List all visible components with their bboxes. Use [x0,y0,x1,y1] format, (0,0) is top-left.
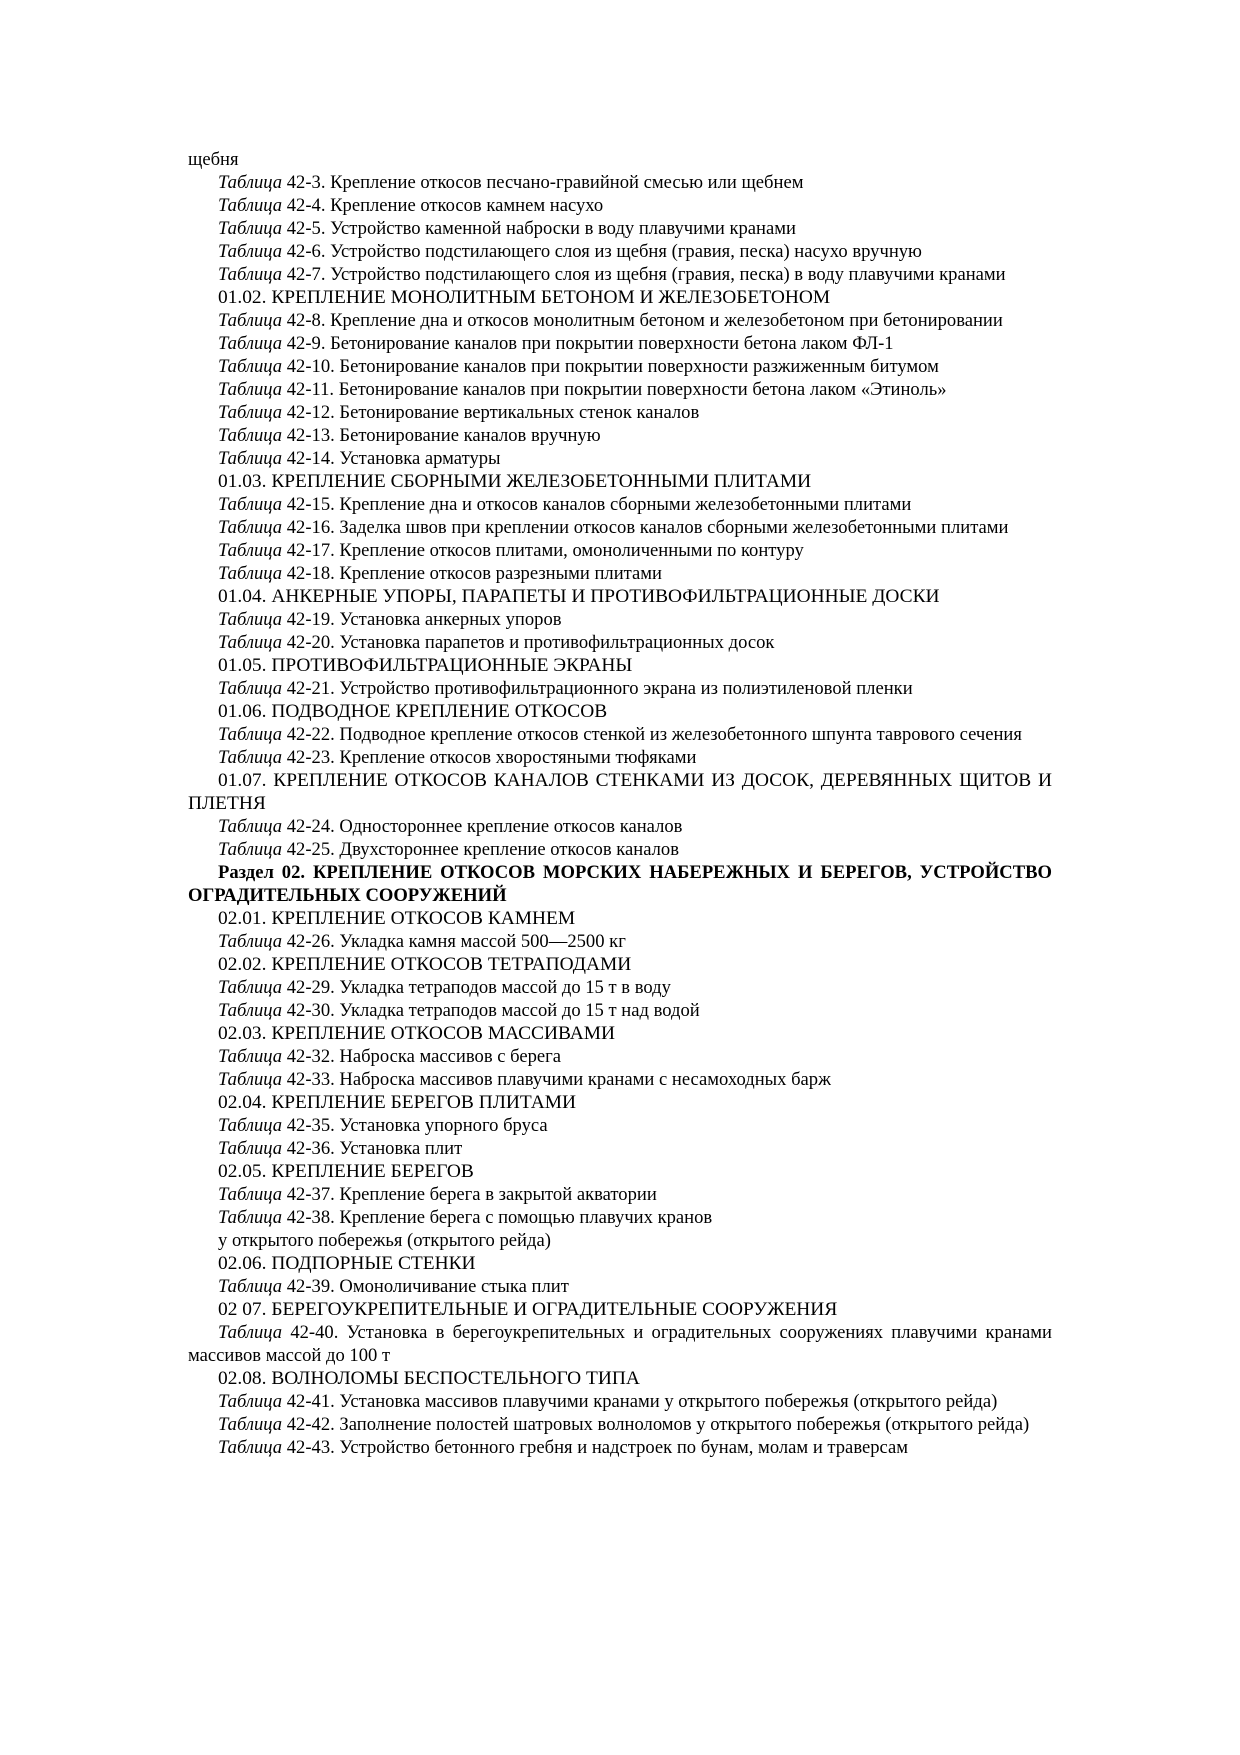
table-title: 42-8. Крепление дна и откосов монолитным бетоном и железобетоном при бетонировании [282,310,1003,331]
table-entry [188,1413,1052,1436]
subsection-heading: 02.05. КРЕПЛЕНИЕ БЕРЕГОВ [218,1161,474,1182]
table-entry [188,1321,1052,1367]
table-label: Таблица [218,1276,283,1297]
table-entry [188,838,1052,861]
table-entry [188,1137,1052,1160]
subsection-heading: 02.08. ВОЛНОЛОМЫ БЕСПОСТЕЛЬНОГО ТИПА [218,1368,640,1389]
table-title: 42-42. Заполнение полостей шатровых волноломов у открытого побережья (открытого рейда) [282,1414,1030,1435]
table-label: Таблица [218,448,283,469]
table-entry [188,447,1052,470]
table-title: 42-12. Бетонирование вертикальных стенок каналов [282,402,700,423]
table-title: 42-5. Устройство каменной наброски в воду плавучими кранами [282,218,796,239]
table-title: 42-29. Укладка тетраподов массой до 15 т в воду [282,977,671,998]
table-entry [188,815,1052,838]
table-label: Таблица [218,356,283,377]
table-entry [188,930,1052,953]
table-label: Таблица [218,517,283,538]
table-title: 42-38. Крепление берега с помощью плавучих кранов [282,1207,713,1228]
table-label: Таблица [218,931,283,952]
table-title: 42-33. Наброска массивов плавучими кранами с несамоходных барж [282,1069,831,1090]
continuation-text: щебня [188,149,239,170]
table-title: 42-36. Установка плит [282,1138,463,1159]
table-label: Таблица [218,632,283,653]
table-label: Таблица [218,379,283,400]
table-title: 42-41. Установка массивов плавучими кранами у открытого побережья (открытого рейда) [282,1391,998,1412]
subsection-heading: 01.07. КРЕПЛЕНИЕ ОТКОСОВ КАНАЛОВ СТЕНКАМИ ИЗ ДОСОК, ДЕРЕВЯННЫХ ЩИТОВ И ПЛЕТНЯ [188,770,1052,814]
table-entry [188,1045,1052,1068]
table-title: 42-11. Бетонирование каналов при покрытии поверхности бетона лаком «Этиноль» [282,379,947,400]
table-title: 42-9. Бетонирование каналов при покрытии поверхности бетона лаком ФЛ-1 [282,333,894,354]
subsection-heading: 01.02. КРЕПЛЕНИЕ МОНОЛИТНЫМ БЕТОНОМ И ЖЕЛЕЗОБЕТОНОМ [218,287,831,308]
table-title: 42-24. Одностороннее крепление откосов каналов [282,816,683,837]
table-label: Таблица [218,1115,283,1136]
table-label: Таблица [218,264,283,285]
table-title: 42-13. Бетонирование каналов вручную [282,425,601,446]
table-title: 42-21. Устройство противофильтрационного экрана из полиэтиленовой пленки [282,678,913,699]
table-entry [188,309,1052,332]
table-title: 42-17. Крепление откосов плитами, омоноличенными по контуру [282,540,804,561]
table-title: 42-20. Установка парапетов и противофильтрационных досок [282,632,775,653]
table-label: Таблица [218,1000,283,1021]
table-entry [188,1390,1052,1413]
table-label: Таблица [218,1046,283,1067]
table-title: 42-37. Крепление берега в закрытой акватории [282,1184,657,1205]
subsection-heading: 02.04. КРЕПЛЕНИЕ БЕРЕГОВ ПЛИТАМИ [218,1092,576,1113]
subsection-heading: 02 07. БЕРЕГОУКРЕПИТЕЛЬНЫЕ И ОГРАДИТЕЛЬНЫЕ СООРУЖЕНИЯ [218,1299,838,1320]
table-label: Таблица [218,218,283,239]
table-label: Таблица [218,839,283,860]
table-entry [188,1275,1052,1298]
document-content [188,148,1052,1459]
table-entry [188,401,1052,424]
table-entry [188,677,1052,700]
table-entry [188,424,1052,447]
table-title: 42-15. Крепление дна и откосов каналов сборными железобетонными плитами [282,494,912,515]
table-title: 42-25. Двухстороннее крепление откосов каналов [282,839,679,860]
table-label: Таблица [218,1414,283,1435]
table-label: Таблица [218,310,283,331]
table-entry [188,1114,1052,1137]
table-label: Таблица [218,425,283,446]
table-title: 42-22. Подводное крепление откосов стенкой из железобетонного шпунта таврового сечения [282,724,1022,745]
table-entry [188,723,1052,746]
table-label: Таблица [218,816,283,837]
table-title: 42-39. Омоноличивание стыка плит [282,1276,569,1297]
table-entry [188,332,1052,355]
table-label: Таблица [218,1069,283,1090]
table-title: 42-26. Укладка камня массой 500—2500 кг [282,931,626,952]
table-entry [188,240,1052,263]
table-entry [188,746,1052,769]
subsection-heading: 01.05. ПРОТИВОФИЛЬТРАЦИОННЫЕ ЭКРАНЫ [218,655,633,676]
table-title: 42-3. Крепление откосов песчано-гравийной смесью или щебнем [282,172,804,193]
table-entry [188,562,1052,585]
table-entry [188,1206,1052,1229]
table-entry [188,1436,1052,1459]
table-label: Таблица [218,977,283,998]
table-label: Таблица [218,241,283,262]
table-title: 42-18. Крепление откосов разрезными плитами [282,563,662,584]
table-label: Таблица [218,172,283,193]
table-title: 42-4. Крепление откосов камнем насухо [282,195,604,216]
subsection-heading: 02.03. КРЕПЛЕНИЕ ОТКОСОВ МАССИВАМИ [218,1023,615,1044]
table-title: 42-14. Установка арматуры [282,448,501,469]
table-entry [188,378,1052,401]
table-entry [188,516,1052,539]
table-label: Таблица [218,195,283,216]
table-entry [188,263,1052,286]
table-title: 42-30. Укладка тетраподов массой до 15 т над водой [282,1000,700,1021]
table-entry [188,976,1052,999]
table-entry [188,171,1052,194]
table-entry [188,539,1052,562]
table-label: Таблица [218,1184,283,1205]
table-label: Таблица [218,747,283,768]
table-entry [188,355,1052,378]
subsection-heading: 01.04. АНКЕРНЫЕ УПОРЫ, ПАРАПЕТЫ И ПРОТИВОФИЛЬТРАЦИОННЫЕ ДОСКИ [218,586,940,607]
table-title: 42-6. Устройство подстилающего слоя из щебня (гравия, песка) насухо вручную [282,241,922,262]
table-label: Таблица [218,678,283,699]
table-entry [188,608,1052,631]
table-label: Таблица [218,540,283,561]
subsection-heading: 01.06. ПОДВОДНОЕ КРЕПЛЕНИЕ ОТКОСОВ [218,701,608,722]
table-entry [188,217,1052,240]
document-page [188,148,1052,1459]
table-title: 42-35. Установка упорного бруса [282,1115,548,1136]
subsection-heading: 02.02. КРЕПЛЕНИЕ ОТКОСОВ ТЕТРАПОДАМИ [218,954,632,975]
subsection-heading: 02.01. КРЕПЛЕНИЕ ОТКОСОВ КАМНЕМ [218,908,576,929]
table-label: Таблица [218,563,283,584]
table-label: Таблица [218,1437,283,1458]
table-entry [188,194,1052,217]
table-entry [188,493,1052,516]
table-label: Таблица [218,1391,283,1412]
table-title: 42-23. Крепление откосов хворостяными тюфяками [282,747,697,768]
table-label: Таблица [218,1138,283,1159]
table-label: Таблица [218,1322,283,1343]
table-label: Таблица [218,724,283,745]
section-heading: Раздел 02. КРЕПЛЕНИЕ ОТКОСОВ МОРСКИХ НАБЕРЕЖНЫХ И БЕРЕГОВ, УСТРОЙСТВО ОГРАДИТЕЛЬНЫХ СООРУЖЕНИЙ [188,862,1052,906]
table-label: Таблица [218,609,283,630]
table-title: 42-43. Устройство бетонного гребня и надстроек по бунам, молам и траверсам [282,1437,909,1458]
table-entry [188,631,1052,654]
table-title: 42-16. Заделка швов при креплении откосов каналов сборными железобетонными плитами [282,517,1009,538]
table-label: Таблица [218,494,283,515]
table-entry [188,999,1052,1022]
table-title: 42-40. Установка в берегоукрепительных и оградительных сооружениях плавучими кранами массивов массой до 100 т [188,1322,1052,1366]
subsection-heading: 02.06. ПОДПОРНЫЕ СТЕНКИ [218,1253,476,1274]
subsection-heading: 01.03. КРЕПЛЕНИЕ СБОРНЫМИ ЖЕЛЕЗОБЕТОННЫМИ ПЛИТАМИ [218,471,812,492]
table-title: 42-7. Устройство подстилающего слоя из щебня (гравия, песка) в воду плавучими кранами [282,264,1006,285]
table-label: Таблица [218,1207,283,1228]
text-line: у открытого побережья (открытого рейда) [218,1230,551,1251]
table-title: 42-10. Бетонирование каналов при покрытии поверхности разжиженным битумом [282,356,939,377]
table-entry [188,1183,1052,1206]
table-label: Таблица [218,402,283,423]
table-title: 42-32. Наброска массивов с берега [282,1046,562,1067]
table-title: 42-19. Установка анкерных упоров [282,609,562,630]
table-label: Таблица [218,333,283,354]
table-entry [188,1068,1052,1091]
